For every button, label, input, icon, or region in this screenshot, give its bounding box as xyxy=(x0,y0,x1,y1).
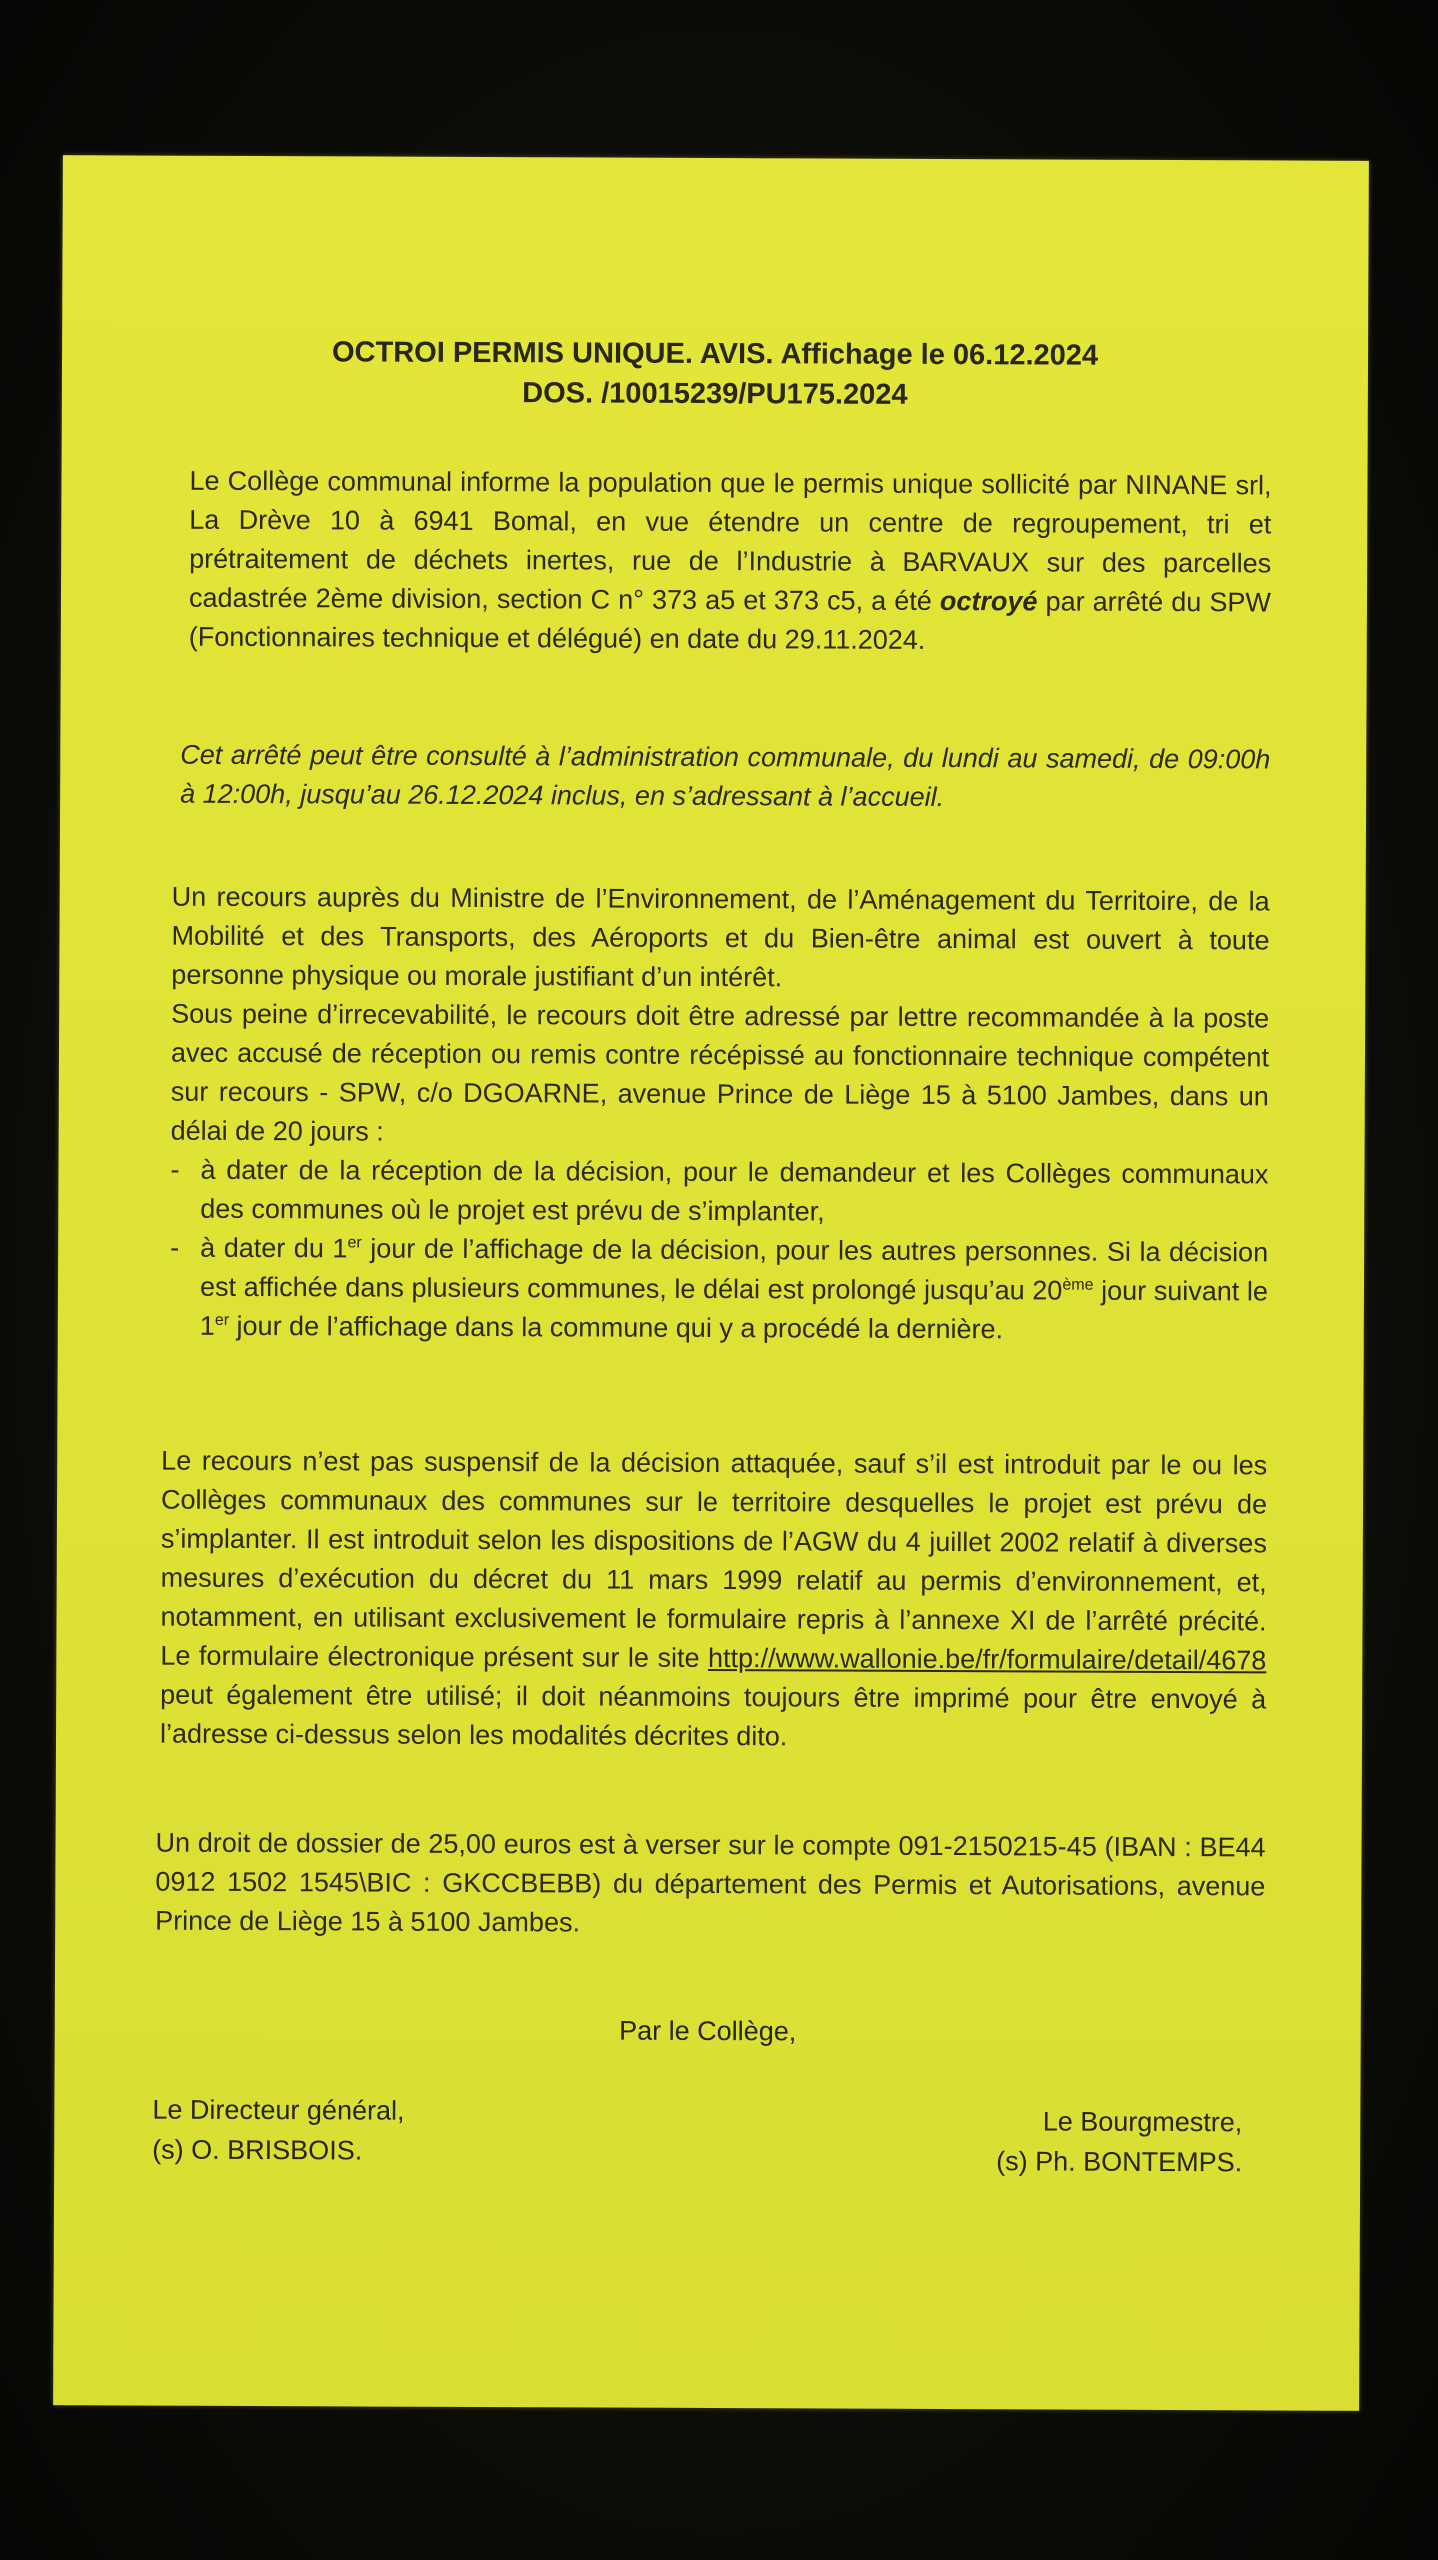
p1-emphasis-octroye: octroyé xyxy=(939,585,1038,617)
director-name: (s) O. BRISBOIS. xyxy=(152,2134,363,2166)
paragraph-fee: Un droit de dossier de 25,00 euros est à verser sur le compte 091-2150215-45 (IBAN : BE44 0912 1502 1545\BIC : GKCCBEBB) du département des Permis et Autorisations, avenue Prince de Liège 15 à 5100 Jambes. xyxy=(155,1827,1266,1938)
item2-text-a: à dater du 1 xyxy=(200,1232,348,1264)
paragraph-consultation: Cet arrêté peut être consulté à l’administration communale, du lundi au samedi, de 09:00h à 12:00h, jusqu’au 26.12.2024 inclus, en s’adressant à l’accueil. xyxy=(180,739,1271,813)
mayor-name: (s) Ph. BONTEMPS. xyxy=(996,2146,1243,2178)
item2-sup-2: ème xyxy=(1062,1276,1094,1294)
p3-text-b: Sous peine d’irrecevabilité, le recours doit être adressé par lettre recommandée à la poste avec accusé de réception ou remis contre récépissé au fonctionnaire technique compétent sur recours - SPW, c/o DGOARNE, avenue Prince de Liège 15 à 5100 Jambes, dans un délai de 20 jours : xyxy=(170,998,1270,1147)
signature-director xyxy=(152,2090,404,2171)
item2-text-c: jour suivant le 1 xyxy=(199,1275,1269,1341)
paragraph-permit-granted xyxy=(189,462,1272,662)
item2-sup-3: er xyxy=(214,1311,230,1329)
mayor-role: Le Bourgmestre, xyxy=(1042,2106,1243,2138)
list-item xyxy=(170,1151,1268,1234)
p1-text-b: par arrêté du SPW (Fonctionnaires technique et délégué) en date du 29.11.2024. xyxy=(188,586,1272,655)
title-line-1: OCTROI PERMIS UNIQUE. AVIS. Affichage le 06.12.2024 xyxy=(331,336,1099,372)
signature-mayor xyxy=(996,2101,1242,2182)
title-line-2: DOS. /10015239/PU175.2024 xyxy=(522,377,908,411)
notice-title xyxy=(62,331,1368,417)
item2-sup-1: er xyxy=(347,1234,362,1252)
item2-text-d: jour de l’affichage dans la commune qui y a procédé la dernière. xyxy=(229,1310,1004,1345)
signature-college: Par le Collège, xyxy=(619,2015,797,2047)
item2-text-b: jour de l’affichage de la décision, pour les autres personnes. Si la décision est affichée dans plusieurs communes, le délai est prolongé jusqu’au 20 xyxy=(199,1233,1269,1306)
list-item xyxy=(170,1229,1269,1351)
form-link[interactable]: http://www.wallonie.be/fr/formulaire/detail/4678 xyxy=(708,1642,1267,1676)
appeal-deadline-list xyxy=(170,1151,1269,1351)
p4-text-a: Le recours n’est pas suspensif de la décision attaquée, sauf s’il est introduit par le ou les Collèges communaux des communes sur le territoire desquelles le projet est prévu de s’implanter. Il est introduit selon les dispositions de l’AGW du 4 juillet 2002 relatif à diverses mesures d’exécution du décret du 11 mars 1999 relatif au permis d’environnement, et, notamment, en utilisant exclusivement le formulaire repris à l’annexe XI de l’arrêté précité. Le formulaire électronique présent sur le site xyxy=(160,1445,1268,1673)
paragraph-appeal-procedure xyxy=(160,1442,1267,1759)
p1-text-a: Le Collège communal informe la population que le permis unique sollicité par NINANE srl, La Drève 10 à 6941 Bomal, en vue étendre un centre de regroupement, tri et prétraitement de déchets inertes, rue de l’Industrie à BARVAUX sur des parcelles cadastrée 2ème division, section C n° 373 a5 et 373 c5, a été xyxy=(188,465,1272,616)
p3-text-a: Un recours auprès du Ministre de l’Environnement, de l’Aménagement du Territoire, de la Mobilité et des Transports, des Aéroports et du Bien-être animal est ouvert à toute personne physique ou morale justifiant d’un intérêt. xyxy=(171,881,1270,993)
director-role: Le Directeur général, xyxy=(152,2094,405,2126)
notice-sheet xyxy=(53,155,1369,2411)
item1-text: à dater de la réception de la décision, pour le demandeur et les Collèges communaux des communes où le projet est prévu de s’implanter, xyxy=(200,1154,1269,1227)
p4-text-b: peut également être utilisé; il doit néanmoins toujours être imprimé pour être envoyé à l’adresse ci-dessus selon les modalités décrites dito. xyxy=(159,1679,1267,1752)
paragraph-appeal xyxy=(170,878,1270,1351)
